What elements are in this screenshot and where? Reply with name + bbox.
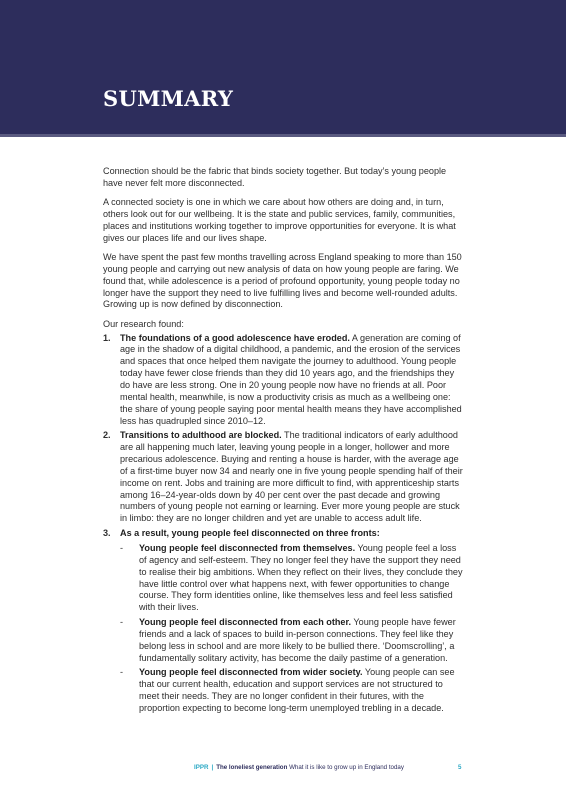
finding-text: The traditional indicators of early adulthood are all happening much later, leaving young people in a longer, hollower and more precarious adolescence. Buying and renting a house is harder, with the average age of a first-time buyer now 34 and nearly one in five young people spending half of their income on rent. Jobs and training are more difficult to find, with apprenticeship starts among 16–24-year-olds down by 40 per cent over the past decade and growing numbers of young people not earning or learning. Ever more young people are stuck in limbo: they are no longer children and yet are unable to access adult life. [120, 430, 463, 524]
finding-heading: Transitions to adulthood are blocked. [120, 430, 282, 441]
front-item [120, 617, 465, 664]
intro-paragraph: We have spent the past few months travelling across England speaking to more than 150 young people and carrying out new analysis of data on how young people are faring. We found that, while adolescence is a period of profound opportunity, young people today no longer have the support they need to live fulfilling lives and become well-rounded adults. Growing up is now defined by disconnection. [103, 252, 462, 310]
finding-number: 2. [103, 430, 111, 441]
page-number: 5 [458, 764, 462, 771]
finding-number: 1. [103, 332, 111, 343]
finding-item [103, 333, 465, 428]
front-text: Young people have fewer friends and a lack of spaces to build in-person connections. They feel like they belong less in school and are more likely to be bullied there. ‘Doomscrolling’, a fundamentally solitary activity, has become the daily pastime of a generation. [139, 617, 456, 663]
dash-marker: - [120, 667, 124, 678]
fronts-list [120, 543, 465, 715]
header-band [0, 0, 566, 134]
page-footer [194, 764, 404, 771]
front-heading: Young people feel disconnected from wider society. [139, 667, 363, 678]
page-title: SUMMARY [103, 86, 234, 111]
finding-text: A generation are coming of age in the shadow of a digital childhood, a pandemic, and the erosion of the services and spaces that once helped them navigate the journey to adulthood. Young people today have fewer close friends than they did 10 years ago, and the friendships they do have are less strong. One in 20 young people now have no friends at all. Poor mental health, meanwhile, is now a productivity crisis as much as a wellbeing one: the share of young people saying poor mental health means they have accomplished less has quadrupled since 2010–12. [120, 332, 462, 426]
dash-marker: - [120, 617, 124, 628]
front-heading: Young people feel disconnected from each other. [139, 617, 352, 628]
front-heading: Young people feel disconnected from themselves. [139, 542, 356, 553]
finding-heading: As a result, young people feel disconnected on three fronts: [120, 528, 380, 539]
front-text: Young people can see that our current health, education and support services are not structured to meet their needs. They are no longer confident in their futures, with the proportion expecting to become long-term unemployed trebling in a decade. [139, 667, 455, 713]
intro-paragraph: A connected society is one in which we care about how others are doing and, in turn, others look out for our wellbeing. It is the state and public services, family, communities, places and institutions working together to improve opportunities for everyone. It is what gives our places life and our lives shape. [103, 197, 456, 243]
footer-org: IPPR [194, 764, 209, 771]
front-item [120, 543, 465, 614]
dash-marker: - [120, 542, 124, 553]
intro-paragraph: Connection should be the fabric that binds society together. But today’s young people have never felt more disconnected. [103, 166, 447, 188]
footer-report-title: The loneliest generation [216, 764, 288, 771]
summary-body [103, 166, 465, 718]
finding-heading: The foundations of a good adolescence have eroded. [120, 332, 350, 343]
finding-item [103, 528, 465, 715]
finding-item [103, 430, 465, 525]
research-lead-in: Our research found: [103, 318, 184, 329]
finding-number: 3. [103, 528, 111, 539]
footer-report-subtitle: What it is like to grow up in England today [287, 764, 404, 771]
header-rule [0, 134, 566, 137]
findings-list [103, 333, 465, 715]
front-item [120, 667, 465, 714]
front-text: Young people feel a loss of agency and self-esteem. They no longer feel they have the support they need to realise their big ambitions. When they reflect on their lives, they conclude they have little control over what happens next, with fewer opportunities to change course. They form identities online, like themselves less and feel less satisfied with their lives. [139, 542, 463, 613]
footer-separator: | [211, 764, 214, 771]
